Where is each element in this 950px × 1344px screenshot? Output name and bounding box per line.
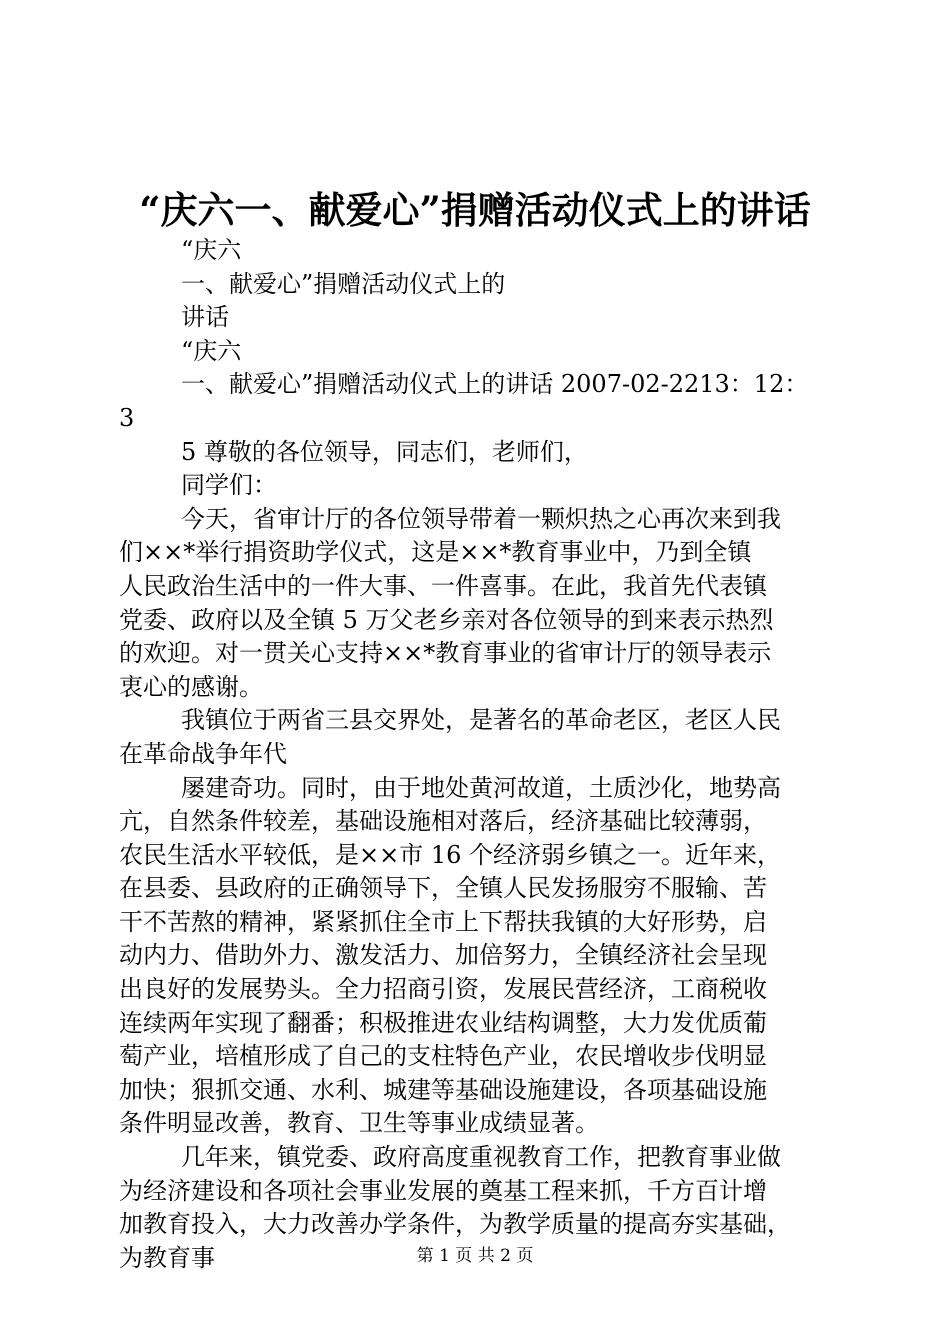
body-line: 同学们： — [181, 471, 277, 500]
body-line: 在县委、县政府的正确领导下，全镇人民发扬服穷不服输、苦 — [119, 874, 767, 903]
body-line: 一、献爱心”捐赠活动仪式上的讲话 2007-02-2213：12： — [181, 370, 809, 399]
body-line: 干不苦熬的精神，紧紧抓住全市上下帮扶我镇的大好形势，启 — [119, 907, 767, 936]
body-line: “庆六 — [181, 336, 242, 365]
body-line: 连续两年实现了翻番；积极推进农业结构调整，大力发优质葡 — [119, 1008, 767, 1037]
body-line: 几年来，镇党委、政府高度重视教育工作，把教育事业做 — [181, 1143, 781, 1172]
body-line: 一、献爱心”捐赠活动仪式上的 — [181, 269, 506, 298]
body-line: 党委、政府以及全镇 5 万父老乡亲对各位领导的到来表示热烈 — [119, 605, 774, 634]
body-line: 为教育事 — [119, 1243, 215, 1272]
body-line: 条件明显改善，教育、卫生等事业成绩显著。 — [119, 1109, 599, 1138]
document-title: “庆六一、献爱心”捐赠活动仪式上的讲话 — [139, 188, 811, 232]
body-line: 们××*举行捐资助学仪式，这是××*教育事业中，乃到全镇 — [119, 538, 752, 567]
body-line: 我镇位于两省三县交界处，是著名的革命老区，老区人民 — [181, 706, 781, 735]
body-line: 出良好的发展势头。全力招商引资，发展民营经济，工商税收 — [119, 975, 767, 1004]
body-line: “庆六 — [181, 236, 242, 264]
body-line: 屡建奇功。同时，由于地处黄河故道，土质沙化，地势高 — [181, 773, 781, 802]
document-body — [119, 234, 831, 1275]
body-line: 在革命战争年代 — [119, 739, 287, 768]
body-line: 人民政治生活中的一件大事、一件喜事。在此，我首先代表镇 — [119, 571, 767, 600]
page-footer: 第 1 页 共 2 页 — [416, 1246, 534, 1266]
body-line: 亢，自然条件较差，基础设施相对落后，经济基础比较薄弱， — [119, 807, 767, 836]
body-line: 萄产业，培植形成了自己的支柱特色产业，农民增收步伐明显 — [119, 1042, 767, 1071]
body-line: 今天，省审计厅的各位领导带着一颗炽热之心再次来到我 — [181, 504, 781, 533]
body-line: 讲话 — [181, 303, 229, 332]
body-line: 的欢迎。对一贯关心支持××*教育事业的省审计厅的领导表示 — [119, 639, 772, 668]
body-line: 5 尊敬的各位领导，同志们，老师们， — [181, 437, 588, 466]
body-line: 农民生活水平较低，是××市 16 个经济弱乡镇之一。近年来， — [119, 840, 782, 869]
body-line: 3 — [119, 403, 135, 432]
body-line: 动内力、借助外力、激发活力、加倍努力，全镇经济社会呈现 — [119, 941, 767, 970]
body-line: 为经济建设和各项社会事业发展的奠基工程来抓，千方百计增 — [119, 1176, 767, 1205]
body-line: 加教育投入，大力改善办学条件，为教学质量的提高夯实基础， — [119, 1210, 791, 1239]
body-line: 加快；狠抓交通、水利、城建等基础设施建设，各项基础设施 — [119, 1075, 767, 1104]
body-line: 衷心的感谢。 — [119, 672, 263, 701]
